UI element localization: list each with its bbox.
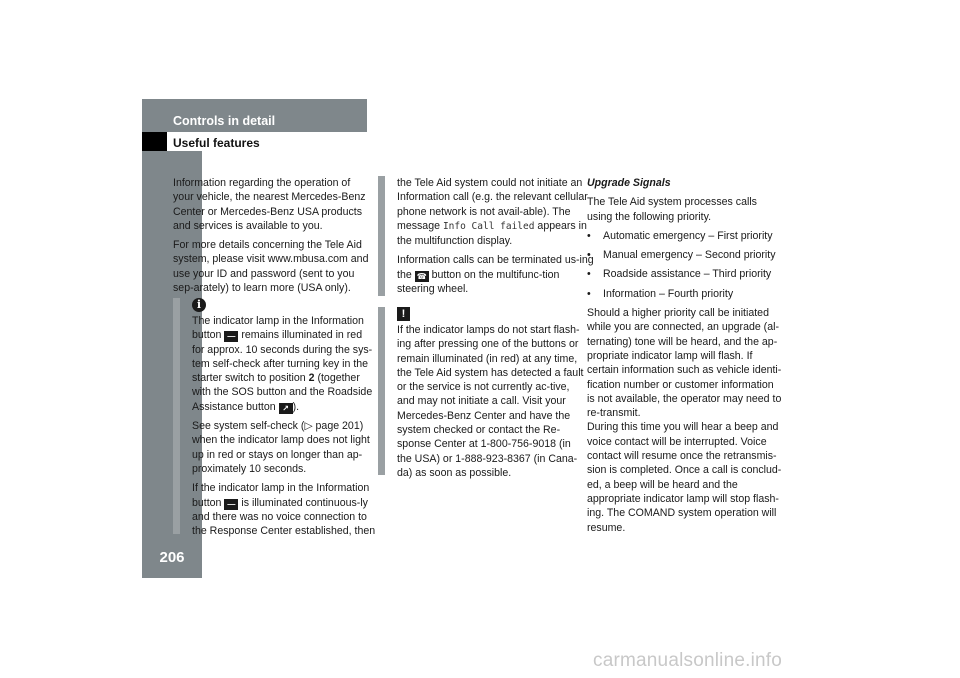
paragraph: During this time you will hear a beep and voice contact will be interrupted. Voice contact will resume once the retransmis-sion is completed. Once a call is conclud-ed, a beep will be heard and the appropriate indicator lamp will stop flash-ing. The COMAND system operation will resume. bbox=[587, 421, 782, 534]
column-1 bbox=[173, 176, 369, 300]
list-item: • Manual emergency – Second priority bbox=[587, 248, 783, 262]
page-number bbox=[142, 549, 202, 578]
information-button-icon: — bbox=[224, 331, 238, 342]
note-paragraph: The indicator lamp in the Information button — remains illuminated in red for approx. 10 seconds during the sys-tem self-check after turning key in the starter switch to position 2 (together with the SOS button and the Roadside Assistance button ↗ ). bbox=[192, 315, 373, 413]
list-item: • Automatic emergency – First priority bbox=[587, 229, 783, 243]
section-title: Controls in detail bbox=[173, 114, 276, 128]
end-call-button-icon: ☎ bbox=[415, 271, 429, 282]
note-paragraph: If the indicator lamp in the Information button — is illuminated continuous-ly and there was no voice connection to the Response Center established, then bbox=[192, 482, 376, 538]
paragraph: The Tele Aid system processes calls using the following priority. bbox=[587, 196, 757, 223]
info-note bbox=[173, 298, 377, 538]
priority-list bbox=[587, 229, 783, 301]
display-message: Info Call failed bbox=[442, 220, 535, 232]
warning-text: If the indicator lamps do not start flash-ing after pressing one of the buttons or remain illuminated (in red) at any time, the Tele Aid system has detected a fault or the service is not currently ac-tive, and may not initiate a call. Visit your Mercedes-Benz Center and have the system checked or contact the Re-sponse Center at 1-800-756-9018 (in the USA) or 1-888-923-8367 (in Cana-da) as soon as possible. bbox=[397, 324, 584, 479]
paragraph: Information regarding the operation of your vehicle, the nearest Mercedes-Benz Center or Mercedes-Benz USA products and services is available to you. bbox=[173, 177, 366, 232]
column-2-text bbox=[378, 176, 597, 296]
header-tab bbox=[142, 132, 167, 151]
info-icon: i bbox=[192, 298, 206, 312]
note-paragraph: See system self-check (▷ page 201) when the indicator lamp does not light up in red or stays on longer than ap-proximately 10 seconds. bbox=[192, 420, 370, 475]
section-subtitle: Useful features bbox=[173, 136, 260, 150]
warning-note bbox=[378, 307, 585, 479]
watermark: carmanualsonline.info bbox=[593, 650, 783, 671]
list-item: • Roadside assistance – Third priority bbox=[587, 267, 783, 281]
paragraph: Should a higher priority call be initiated while you are connected, an upgrade (al-ternating) tone will be heard, and the ap-propriate indicator lamp will flash. If certain information such as vehicle identi-fication number or customer information is not available, the operator may need to re-transmit. bbox=[587, 307, 782, 420]
paragraph: For more details concerning the Tele Aid system, please visit www.mbusa.com and use your ID and password (sent to you sep-arately) to learn more (USA only). bbox=[173, 239, 369, 295]
page-number-text: 206 bbox=[159, 549, 185, 566]
paragraph: Information calls can be terminated us-ing the ☎ button on the multifunc-tion steering wheel. bbox=[397, 254, 594, 296]
paragraph: the Tele Aid system could not initiate an Information call (e.g. the relevant cellular phone network is not avail-able). The message Info Call failed appears in the multifunction display. bbox=[397, 177, 588, 248]
list-item: • Information – Fourth priority bbox=[587, 287, 783, 301]
warning-icon: ! bbox=[397, 307, 410, 321]
information-button-icon: — bbox=[224, 499, 238, 510]
column-3 bbox=[587, 176, 783, 540]
section-heading: Upgrade Signals bbox=[587, 177, 671, 189]
roadside-assistance-button-icon: ↗ bbox=[279, 403, 293, 414]
